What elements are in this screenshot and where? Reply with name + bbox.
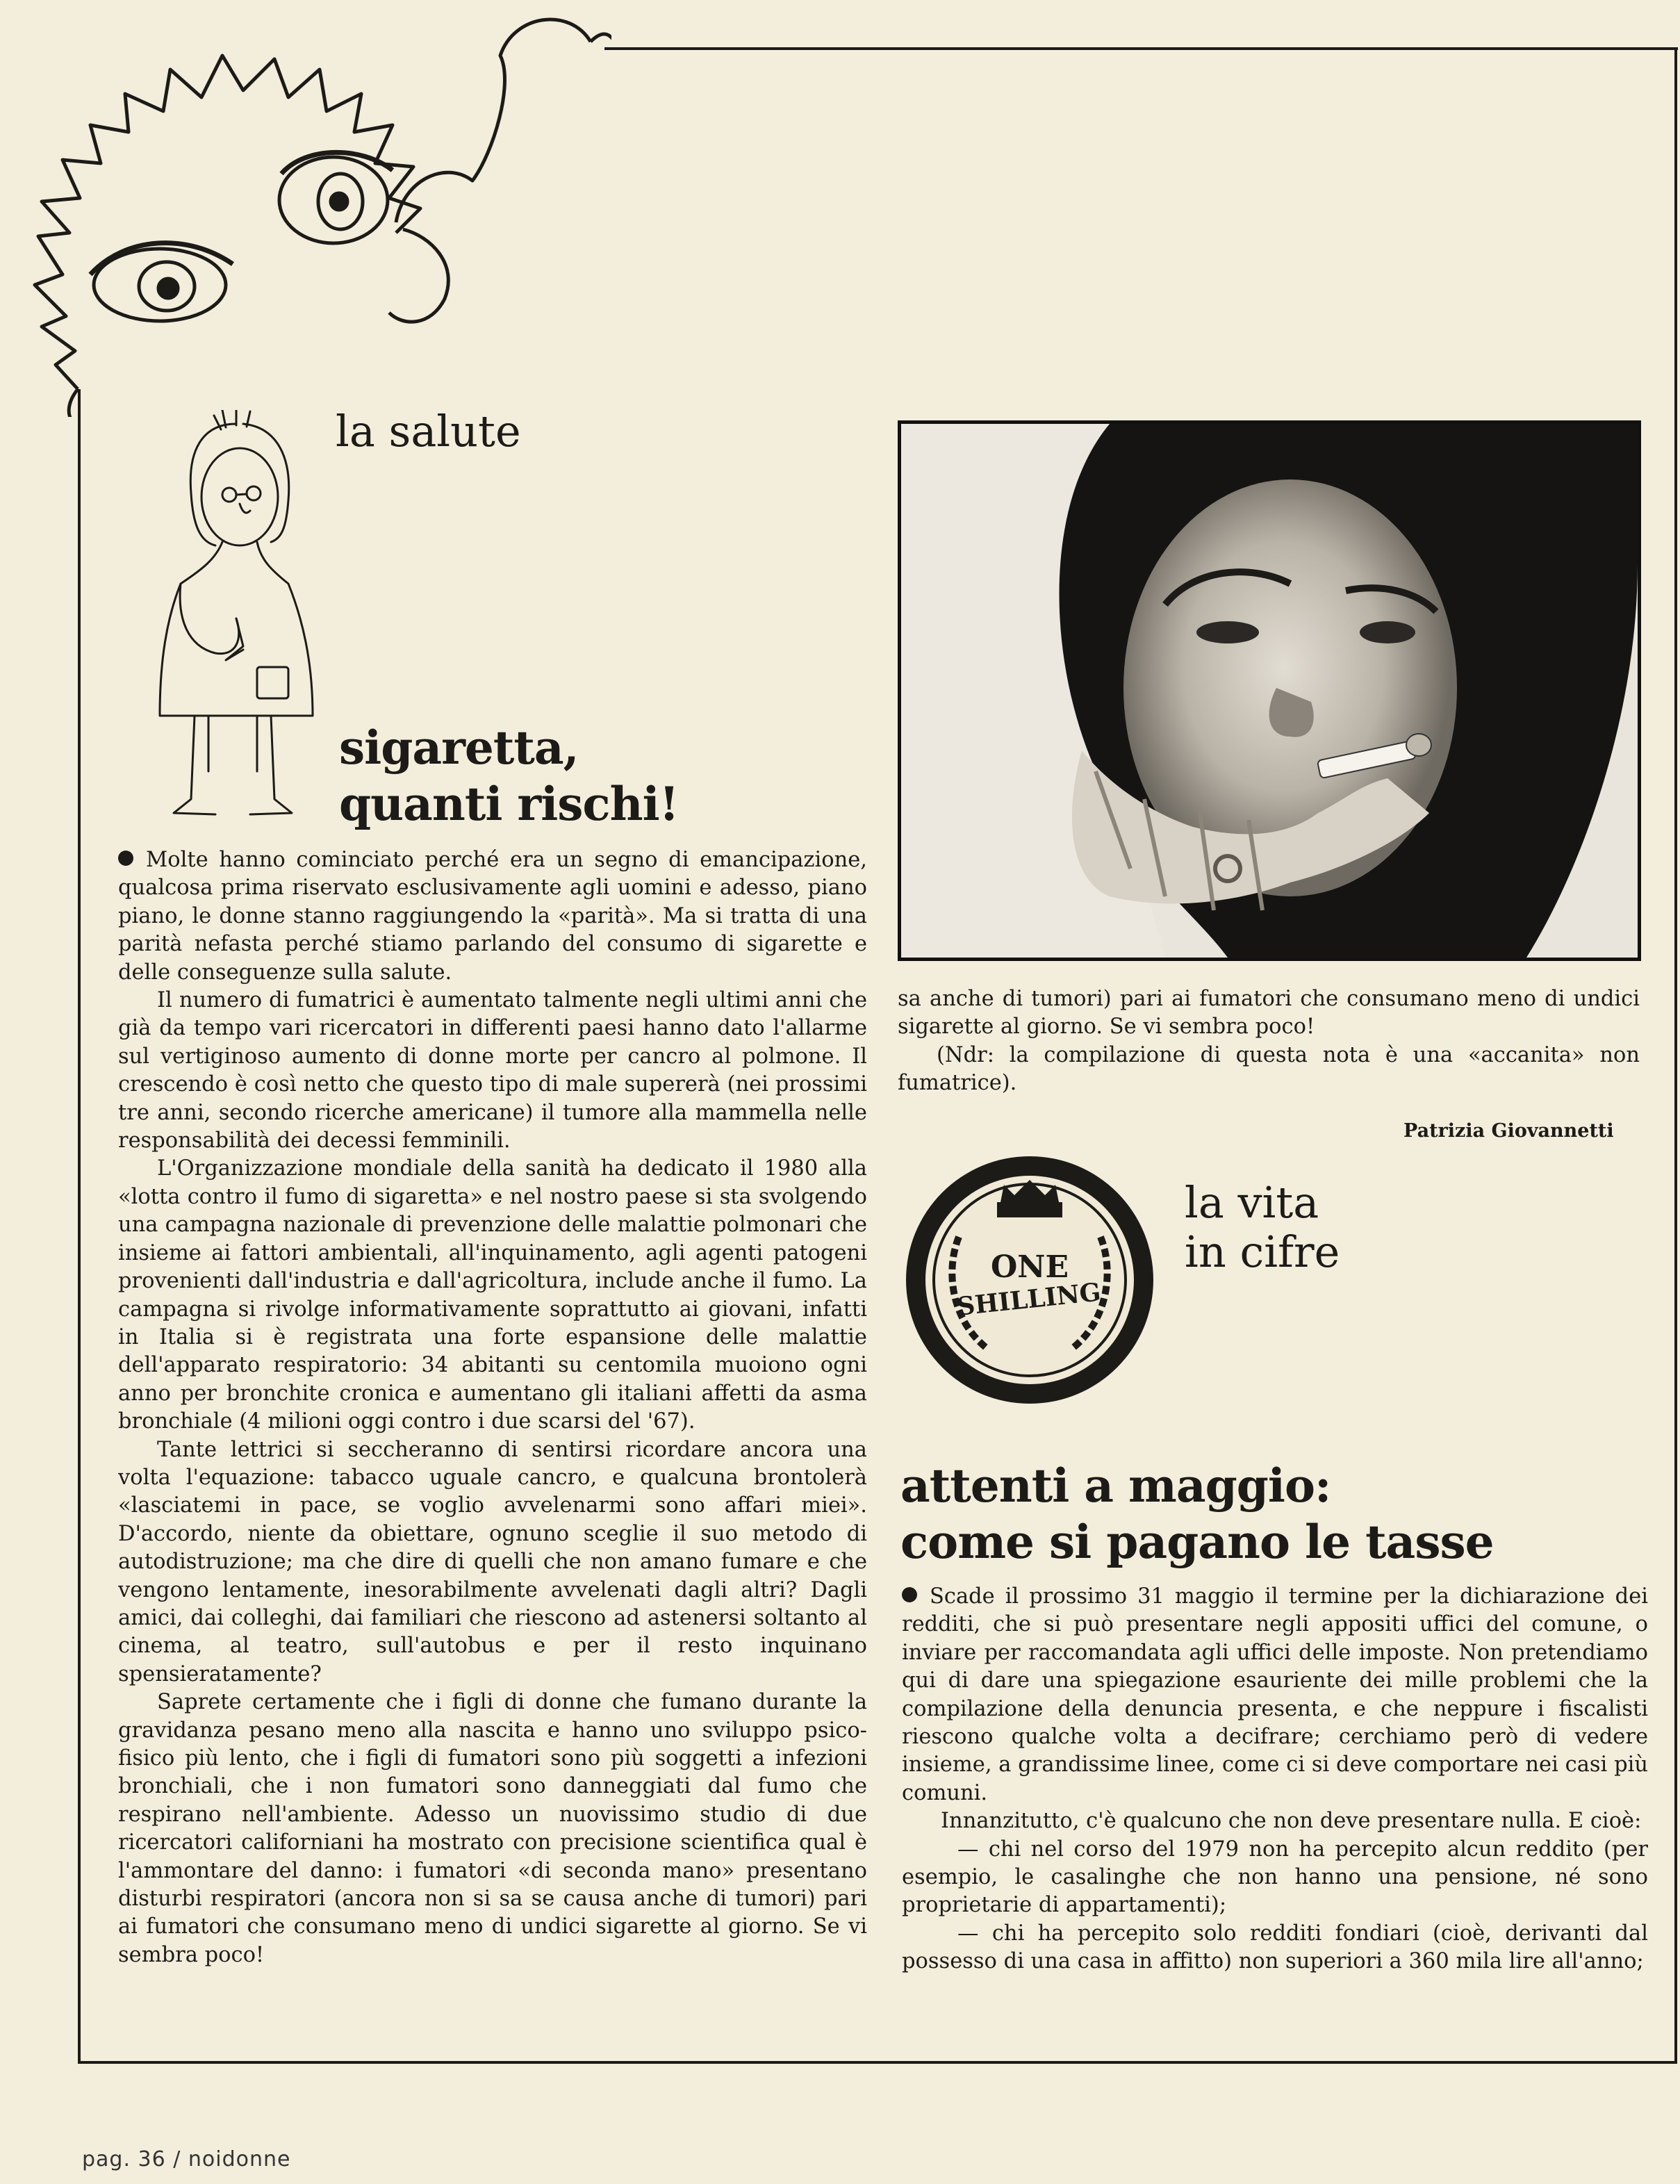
article2-headline-line1: attenti a maggio: (900, 1459, 1331, 1513)
article-continuation (898, 985, 1640, 1098)
article2-paragraph-2: Innanzitutto, c'è qualcuno che non deve presentare nulla. E cioè: (941, 1809, 1642, 1834)
article-paragraph-5: Saprete certamente che i figli di donne che fumano durante la gravidanza pesano meno alla nascita e hanno uno sviluppo psico-fisico più lento, che i figli di fumatori sono più soggetti a infezioni bronchiali, che i non fumatori sono danneggiati dal fumo che respirano nell'ambiente. Adesso un nuovissimo studio di due ricercatori californiani ha mostrato con precisione scientifica qual è l'ammontare del danno: i fumatori «di seconda mano» presentano disturbi respiratori (ancora non si sa se causa anche di tumori) pari ai fumatori che consumano meno di undici sigarette al giorno. Se vi sembra poco! (118, 1690, 867, 1967)
photo-image-icon (901, 424, 1638, 958)
article2-body (902, 1583, 1648, 1976)
article-paragraph-1 (118, 846, 867, 987)
nurse-illustration-icon (139, 410, 333, 827)
article2-paragraph-1-text: Scade il prossimo 31 maggio il termine per la dichiarazione dei redditi, che si può presentare negli appositi uffici del comune, o inviare per raccomandata agli uffici delle imposte. Non pretendiamo qui di dare una spiegazione esauriente dei mille problemi che la compilazione della denuncia presenta, e che neppure i fiscalisti riescono qualche volta a decifrare; cerchiamo però di vedere insieme, a grandissime linee, come ci si deve comportare nei casi più comuni. (902, 1584, 1648, 1805)
article-continuation-text: sa anche di tumori) pari ai fumatori che consumano meno di undici sigarette al giorno. Se vi sembra poco! (898, 987, 1640, 1040)
frame-border-left (78, 389, 81, 2062)
article2-paragraph-3: — chi nel corso del 1979 non ha percepito alcun reddito (per esempio, le casalinghe che non hanno una pensione, né sono proprietarie di appartamenti); (902, 1837, 1648, 1918)
article-paragraph-3: L'Organizzazione mondiale della sanità ha dedicato il 1980 alla «lotta contro il fumo di sigaretta» e nel nostro paese si sta svolgendo una campagna nazionale di prevenzione delle malattie polmonari che insieme ai fattori ambientali, all'inquinamento, agli agenti patogeni provenienti dall'industria e dall'agricoltura, include anche il fumo. La campagna si rivolge informativamente soprattutto ai giovani, infatti in Italia si è registrata una forte espansione delle malattie dell'apparato respiratorio: 34 abitanti su centomila muoiono ogni anno per bronchite cronica e aumentano gli italiani affetti da asma bronchiale (4 milioni oggi contro i due scarsi del '67). (118, 1156, 867, 1434)
editor-note: (Ndr: la compilazione di questa nota è una «accanita» non fumatrice). (898, 1042, 1640, 1096)
article-body-left-column (118, 846, 867, 2069)
bullet-icon (902, 1587, 917, 1602)
article-headline-text: sigaretta, quanti rischi! (339, 721, 679, 832)
frame-border-right (1674, 47, 1677, 2064)
woman-smoking-photo (898, 420, 1641, 961)
section-label-health: la salute (336, 406, 521, 457)
article2-headline-line2: come si pagano le tasse (900, 1515, 1494, 1570)
coin-text-shilling: SHILLING (955, 1277, 1103, 1322)
frame-border-top (604, 47, 1678, 50)
article-paragraph-1-text: Molte hanno cominciato perché era un segno di emancipazione, qualcosa prima riservato esclusivamente agli uomini e adesso, piano piano, le donne stanno raggiungendo la «parità». Ma si tratta di una parità nefasta perché stiamo parlando del consumo di sigarette e delle conseguenze sulla salute. (118, 848, 867, 985)
section-label-life-in-numbers: la vita in cifre (1185, 1177, 1340, 1278)
author-signature: Patrizia Giovannetti (1403, 1120, 1614, 1142)
article2-headline (900, 1458, 1665, 1570)
shilling-coin-icon (903, 1153, 1156, 1406)
coin-text-one: ONE (990, 1249, 1069, 1285)
sun-illustration-icon (14, 0, 611, 417)
article2-paragraph-1 (902, 1583, 1648, 1807)
article-headline (339, 720, 825, 832)
article-paragraph-2: Il numero di fumatrici è aumentato talmente negli ultimi anni che già da tempo vari ricercatori in differenti paesi hanno dato l'allarme sul vertiginoso aumento di donne morte per cancro al polmone. Il crescendo è così netto che questo tipo di male supererà (nei prossimi tre anni, secondo ricerche americane) il tumore alla mammella nelle responsabilità dei decessi femminili. (118, 988, 867, 1153)
bullet-icon (118, 851, 133, 866)
article-paragraph-4: Tante lettrici si seccheranno di sentirsi ricordare ancora una volta l'equazione: tabacco uguale cancro, e qualcuna brontolerà «lasciatemi in pace, se voglio avvelenarmi sono affari miei». D'accordo, niente da obiettare, ognuno sceglie il suo metodo di autodistruzione; ma che dire di quelli che non amano fumare e che vengono lentamente, inesorabilmente avvelenati dagli altri? Dagli amici, dai colleghi, dai familiari che riescono ad astenersi soltanto al cinema, al teatro, sull'autobus e per il resto inquinano spensieratamente? (118, 1437, 867, 1686)
page-footer: pag. 36 / noidonne (82, 2147, 291, 2171)
article2-paragraph-4: — chi ha percepito solo redditi fondiari (cioè, derivanti dal possesso di una casa in affitto) non superiori a 360 mila lire all'anno; (902, 1921, 1648, 1974)
